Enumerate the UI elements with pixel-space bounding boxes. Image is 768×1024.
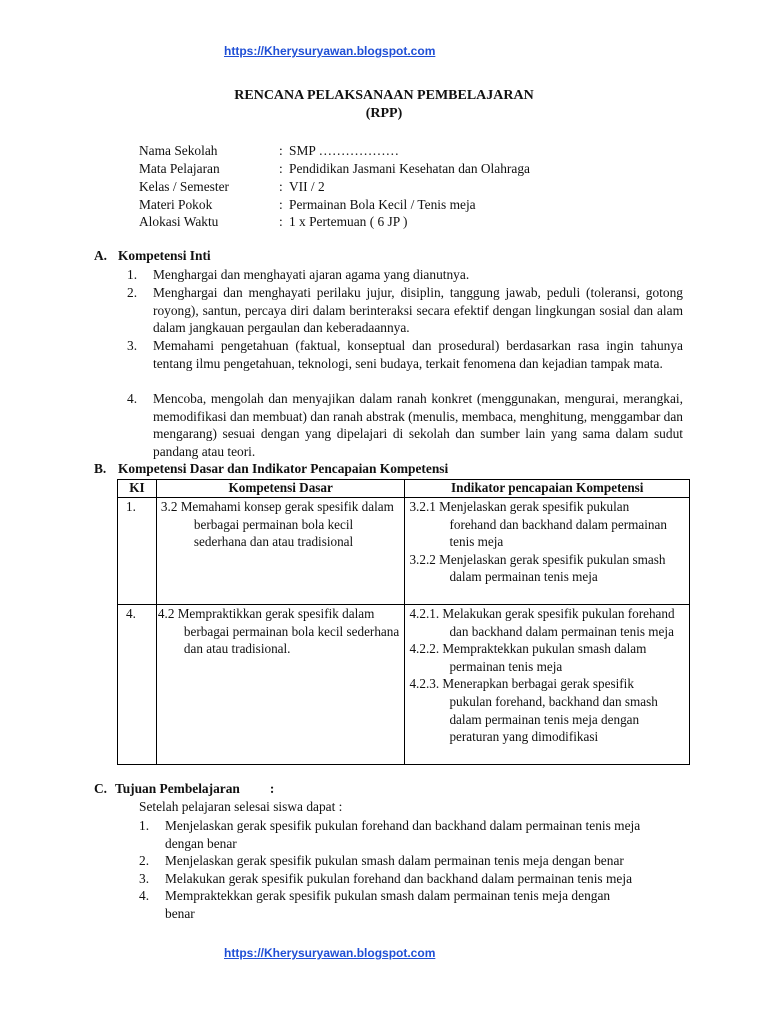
document-subtitle: (RPP) xyxy=(365,106,403,121)
identity-value: Pendidikan Jasmani Kesehatan dan Olahraga xyxy=(289,161,530,176)
document-title: RENCANA PELAKSANAAN PEMBELAJARAN xyxy=(234,88,534,103)
item-number: 2. xyxy=(127,285,138,300)
identity-key: Materi Pokok xyxy=(139,197,213,212)
item-text: Menjelaskan gerak spesifik pukulan forehand dan backhand dalam permainan tenis meja dengan benar xyxy=(165,818,641,851)
identity-colon: : xyxy=(279,161,283,176)
list-item xyxy=(127,284,683,337)
item-text: Melakukan gerak spesifik pukulan forehand dan backhand dalam permainan tenis meja xyxy=(165,871,633,886)
table-cell-indicators xyxy=(405,498,690,605)
table-cell-indicators xyxy=(405,605,690,765)
table-row xyxy=(118,498,690,605)
indicator-text: 4.2.1. Melakukan gerak spesifik pukulan forehand dan backhand dalam permainan tenis meja xyxy=(409,606,675,639)
item-text: Memahami pengetahuan (faktual, konseptual dan prosedural) berdasarkan rasa ingin tahunya tentang ilmu pengetahuan, teknologi, seni budaya, terkait fenomena dan kejadian tampak mata. xyxy=(153,338,683,371)
indicator-text: 4.2.2. Mempraktekkan pukulan smash dalam permainan tenis meja xyxy=(409,641,647,674)
kd-text: 4.2 Mempraktikkan gerak spesifik dalam berbagai permainan bola kecil sederhana dan atau tradisional. xyxy=(157,606,400,657)
table-row xyxy=(118,605,690,765)
identity-colon: : xyxy=(279,214,283,229)
kd-text: 3.2 Memahami konsep gerak spesifik dalam berbagai permainan bola kecil sederhana dan atau tradisional xyxy=(160,499,394,550)
competency-table xyxy=(117,479,690,765)
item-number: 2. xyxy=(139,853,150,868)
header-link[interactable]: https://Kherysuryawan.blogspot.com xyxy=(224,44,436,58)
item-text: Menghargai dan menghayati perilaku jujur, disiplin, tanggung jawab, peduli (toleransi, gotong royong), santun, percaya diri dalam berinteraksi secara efektif dengan lingkungan sosial dan alam dalam jangkauan pergaulan dan keberadaannya. xyxy=(153,285,683,336)
list-item xyxy=(139,852,679,870)
table-header-row xyxy=(118,480,690,498)
list-item xyxy=(139,887,679,922)
identity-key: Alokasi Waktu xyxy=(139,214,219,229)
indicator-text: 3.2.2 Menjelaskan gerak spesifik pukulan smash dalam permainan tenis meja xyxy=(409,551,666,585)
identity-value: VII / 2 xyxy=(289,179,325,194)
item-text: Mempraktekkan gerak spesifik pukulan smash dalam permainan tenis meja dengan benar xyxy=(165,888,611,921)
item-number: 3. xyxy=(139,871,150,886)
identity-colon: : xyxy=(279,197,283,212)
identity-value: Permainan Bola Kecil / Tenis meja xyxy=(289,197,476,212)
section-a-heading xyxy=(94,248,211,264)
section-title: Kompetensi Dasar dan Indikator Pencapaian Kompetensi xyxy=(118,461,449,476)
column-header: Kompetensi Dasar xyxy=(156,480,405,498)
item-text: Mencoba, mengolah dan menyajikan dalam ranah konkret (menggunakan, mengurai, merangkai, memodifikasi dan membuat) dan ranah abstrak (menulis, membaca, menghitung, menggambar dan mengarang) sesuai dengan yang dipelajari di sekolah dan sumber lain yang sama dalam sudut pandang atau teori. xyxy=(153,391,683,459)
tujuan-intro: Setelah pelajaran selesai siswa dapat : xyxy=(139,799,343,814)
identity-colon: : xyxy=(279,143,283,158)
table-cell-ki: 4. xyxy=(118,605,157,765)
list-item xyxy=(139,870,679,888)
identity-value: 1 x Pertemuan ( 6 JP ) xyxy=(289,214,408,229)
list-item xyxy=(127,390,683,460)
section-title: Kompetensi Inti xyxy=(118,248,211,263)
section-title: Tujuan Pembelajaran xyxy=(115,781,240,796)
list-item xyxy=(127,337,683,372)
footer-link[interactable]: https://Kherysuryawan.blogspot.com xyxy=(224,946,436,960)
section-c-heading xyxy=(94,781,274,797)
section-colon: : xyxy=(269,781,275,796)
item-number: 4. xyxy=(127,391,138,406)
table-cell-ki: 1. xyxy=(118,498,157,605)
list-item xyxy=(127,266,683,284)
table-cell-kd xyxy=(156,605,405,765)
identity-key: Nama Sekolah xyxy=(139,143,218,158)
identity-value: SMP ……………… xyxy=(289,143,399,158)
identity-key: Mata Pelajaran xyxy=(139,161,220,176)
item-number: 3. xyxy=(127,338,138,353)
column-header: Indikator pencapaian Kompetensi xyxy=(405,480,690,498)
table-cell-kd xyxy=(156,498,405,605)
indicator-text: 4.2.3. Menerapkan berbagai gerak spesifik pukulan forehand, backhand dan smash dalam permainan tenis meja dengan peraturan yang dimodifikasi xyxy=(409,676,658,745)
identity-colon: : xyxy=(279,179,283,194)
section-letter: C. xyxy=(94,781,108,796)
identity-key: Kelas / Semester xyxy=(139,179,229,194)
item-number: 1. xyxy=(127,267,138,282)
section-b-heading xyxy=(94,461,448,477)
section-letter: B. xyxy=(94,461,107,476)
item-number: 1. xyxy=(139,818,150,833)
section-letter: A. xyxy=(94,248,108,263)
item-text: Menghargai dan menghayati ajaran agama yang dianutnya. xyxy=(153,267,470,282)
list-item xyxy=(139,817,679,852)
indicator-text: 3.2.1 Menjelaskan gerak spesifik pukulan forehand dan backhand dalam permainan tenis meja xyxy=(409,499,667,550)
item-text: Menjelaskan gerak spesifik pukulan smash dalam permainan tenis meja dengan benar xyxy=(165,853,624,868)
column-header: KI xyxy=(118,480,157,498)
item-number: 4. xyxy=(139,888,150,903)
